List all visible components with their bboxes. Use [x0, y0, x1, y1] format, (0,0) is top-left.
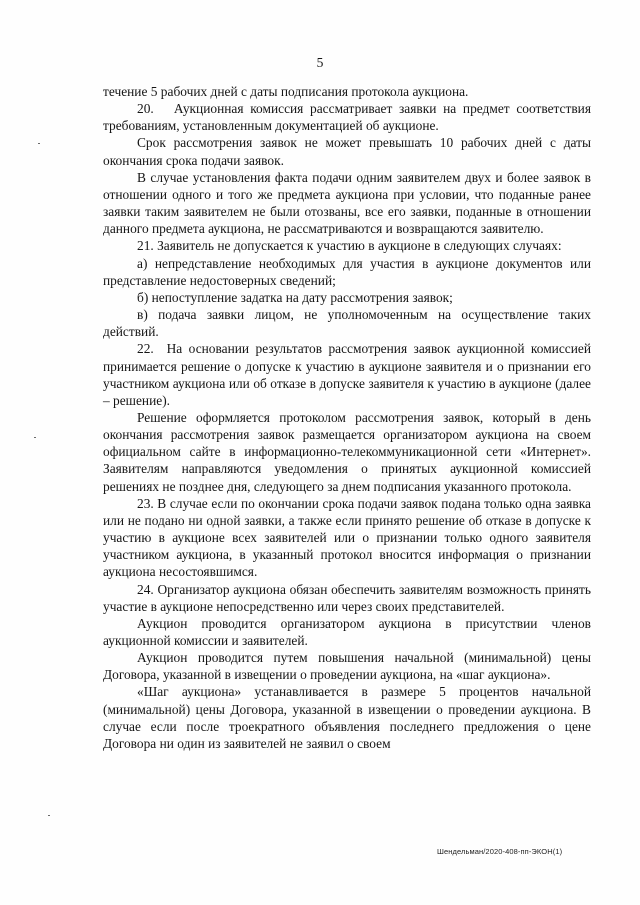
- paragraph-item-20: 20. Аукционная комиссия рассматривает заявки на предмет соответствия требованиям, установленным документацией об аукционе.: [103, 101, 591, 134]
- list-item-v: в) подача заявки лицом, не уполномоченным на осуществление таких действий.: [103, 307, 591, 340]
- paragraph: течение 5 рабочих дней с даты подписания протокола аукциона.: [103, 84, 469, 99]
- scan-speck: [38, 143, 40, 144]
- paragraph: Решение оформляется протоколом рассмотрения заявок, который в день окончания рассмотрения заявок размещается организатором аукциона на своем официальном сайте в информационно-телекоммуникационной сети «Интернет». Заявителям направляются уведомления о принятых аукционной комиссией решениях не позднее дня, следующего за днем подписания указанного протокола.: [103, 409, 591, 494]
- footer-document-code: Шендельман/2020-408-пп-ЭКОН(1): [437, 847, 563, 856]
- paragraph: Срок рассмотрения заявок не может превышать 10 рабочих дней с даты окончания срока подачи заявок.: [103, 135, 591, 168]
- list-item-a: а) непредставление необходимых для участия в аукционе документов или представление недостоверных сведений;: [103, 255, 591, 288]
- scan-speck: [34, 437, 36, 438]
- paragraph: В случае установления факта подачи одним заявителем двух и более заявок в отношении одного и того же предмета аукциона при условии, что поданные ранее заявки таким заявителем не были отозваны, все его заявки, поданные в отношении данного предмета аукциона, не рассматриваются и возвращаются заявителю.: [103, 169, 591, 237]
- paragraph: Аукцион проводится организатором аукциона в присутствии членов аукционной комиссии и заявителей.: [103, 615, 591, 648]
- paragraph-item-22: 22. На основании результатов рассмотрения заявок аукционной комиссией принимается решение о допуске к участию в аукционе заявителя и о признании его участником аукциона или об отказе в допуске заявителя к участию в аукционе (далее – решение).: [103, 341, 591, 408]
- scan-speck: [48, 815, 50, 816]
- list-item-b: б) непоступление задатка на дату рассмотрения заявок;: [137, 289, 453, 305]
- paragraph-item-21: 21. Заявитель не допускается к участию в аукционе в следующих случаях:: [137, 238, 562, 254]
- page-number: 5: [316, 55, 324, 70]
- paragraph: «Шаг аукциона» устанавливается в размере 5 процентов начальной (минимальной) цены Договора, указанной в извещении о проведении аукциона. В случае если после троекратного объявления последнего предложения о цене Договора ни один из заявителей не заявил о своем: [103, 684, 591, 751]
- paragraph: Аукцион проводится путем повышения начальной (минимальной) цены Договора, указанной в извещении о проведении аукциона, на «шаг аукциона».: [103, 650, 591, 683]
- paragraph-item-23: 23. В случае если по окончании срока подачи заявок подана только одна заявка или не подано ни одной заявки, а также если принято решение об отказе в допуске к участию в аукционе всех заявителей или о признании только одного заявителя участником аукциона, в указанный протокол вносится информация о признании аукциона несостоявшимся.: [103, 495, 591, 580]
- document-body: [103, 83, 591, 752]
- paragraph-item-24: 24. Организатор аукциона обязан обеспечить заявителям возможность принять участие в аукционе непосредственно или через своих представителей.: [103, 581, 591, 614]
